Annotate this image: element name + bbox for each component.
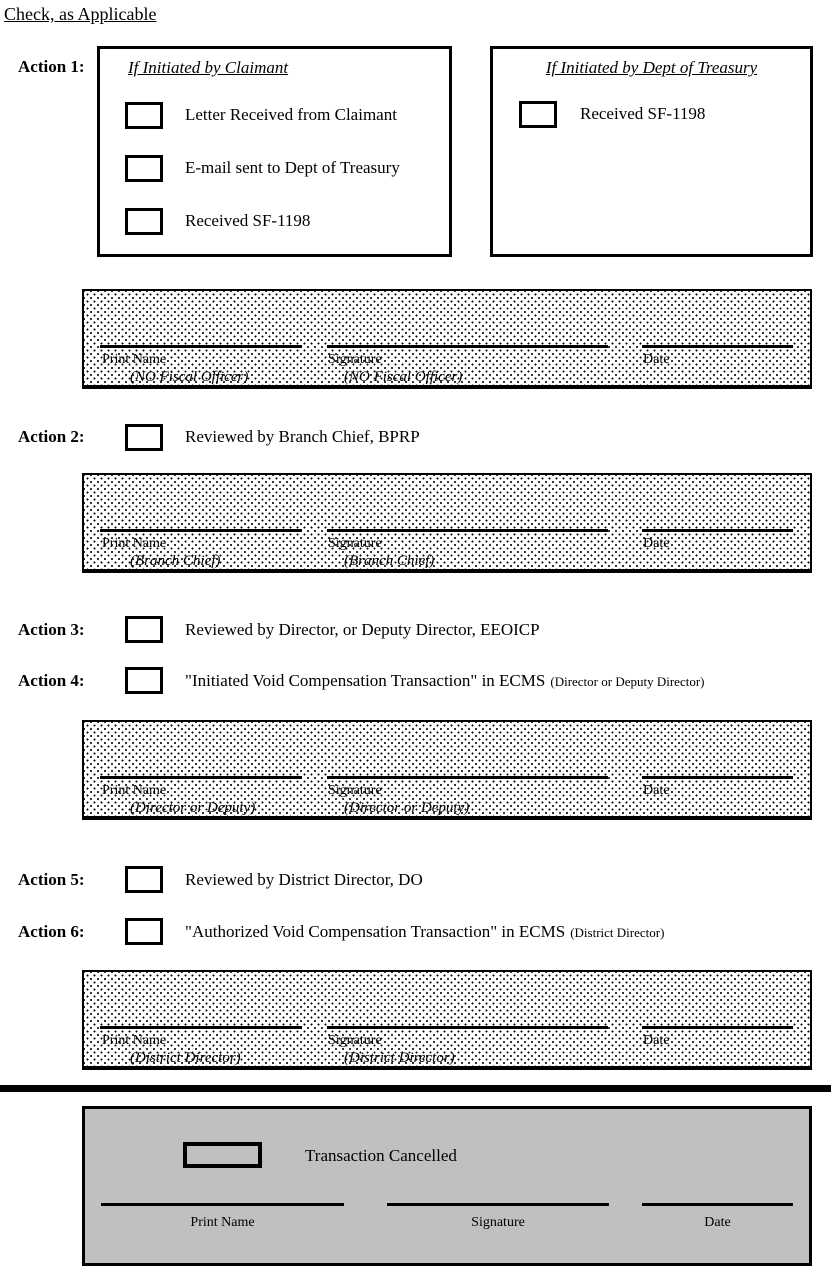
- checkbox-transaction-cancelled[interactable]: [183, 1142, 262, 1168]
- action4-label: Action 4:: [18, 671, 85, 690]
- signature-label: Signature: [328, 352, 382, 367]
- date-line: [642, 776, 793, 779]
- treasury-box: [490, 46, 813, 257]
- signature-role: (District Director): [344, 1050, 455, 1066]
- date-line: [642, 529, 793, 532]
- signature-block-branch-chief: [82, 473, 812, 573]
- action2-label: Action 2:: [18, 427, 85, 446]
- signature-role: (NO Fiscal Officer): [344, 369, 463, 385]
- signature-label: Signature: [328, 1033, 382, 1048]
- print-name-role: (NO Fiscal Officer): [130, 369, 249, 385]
- date-line: [642, 345, 793, 348]
- signature-line: [327, 776, 608, 779]
- action5-label: Action 5:: [18, 870, 85, 889]
- page-title: Check, as Applicable: [4, 4, 157, 24]
- print-name-label: Print Name: [102, 783, 167, 798]
- print-name-line: [100, 529, 302, 532]
- print-name-line: [100, 776, 302, 779]
- action6-label: Action 6:: [18, 922, 85, 941]
- signature-role: (Branch Chief): [344, 553, 435, 569]
- claimant-box: [97, 46, 452, 257]
- print-name-label: Print Name: [190, 1215, 255, 1230]
- checkbox-action5[interactable]: [125, 866, 163, 893]
- print-name-line: [101, 1203, 344, 1206]
- signature-line: [327, 529, 608, 532]
- checkbox-email-sent[interactable]: [125, 155, 163, 182]
- print-name-role: (Director or Deputy): [130, 800, 256, 816]
- checkbox-received-sf1198-claimant[interactable]: [125, 208, 163, 235]
- signature-block-fiscal-officer: [82, 289, 812, 389]
- signature-line: [387, 1203, 609, 1206]
- print-name-label: Print Name: [102, 352, 167, 367]
- action5-text: Reviewed by District Director, DO: [185, 870, 423, 889]
- checkbox-action6[interactable]: [125, 918, 163, 945]
- date-line: [642, 1203, 793, 1206]
- claimant-item-label: Received SF-1198: [185, 211, 311, 230]
- print-name-role: (District Director): [130, 1050, 241, 1066]
- signature-label: Signature: [471, 1215, 525, 1230]
- print-name-role: (Branch Chief): [130, 553, 221, 569]
- date-label: Date: [643, 352, 670, 367]
- print-name-label: Print Name: [102, 536, 167, 551]
- date-label: Date: [643, 536, 670, 551]
- print-name-line: [100, 345, 302, 348]
- checkbox-letter-received[interactable]: [125, 102, 163, 129]
- signature-label: Signature: [328, 536, 382, 551]
- signature-block-director-deputy: [82, 720, 812, 820]
- claimant-item-label: Letter Received from Claimant: [185, 105, 397, 124]
- signature-line: [327, 345, 608, 348]
- print-name-label: Print Name: [102, 1033, 167, 1048]
- action4-text: "Initiated Void Compensation Transaction" in ECMS (Director or Deputy Director): [185, 671, 705, 690]
- claimant-box-title: If Initiated by Claimant: [128, 58, 289, 77]
- action6-text: "Authorized Void Compensation Transaction" in ECMS (District Director): [185, 922, 665, 941]
- claimant-item-label: E-mail sent to Dept of Treasury: [185, 158, 400, 177]
- action3-text: Reviewed by Director, or Deputy Director, EEOICP: [185, 620, 540, 639]
- action2-text: Reviewed by Branch Chief, BPRP: [185, 427, 420, 446]
- date-line: [642, 1026, 793, 1029]
- action3-label: Action 3:: [18, 620, 85, 639]
- action6-note: (District Director): [570, 925, 665, 940]
- signature-block-district-director: [82, 970, 812, 1070]
- signature-label: Signature: [328, 783, 382, 798]
- transaction-cancelled-section: [82, 1106, 812, 1266]
- signature-role: (Director or Deputy): [344, 800, 470, 816]
- treasury-item-label: Received SF-1198: [580, 104, 706, 123]
- print-name-line: [100, 1026, 302, 1029]
- date-label: Date: [643, 783, 670, 798]
- signature-line: [327, 1026, 608, 1029]
- treasury-box-title: If Initiated by Dept of Treasury: [545, 58, 758, 77]
- date-label: Date: [643, 1033, 670, 1048]
- checkbox-action4[interactable]: [125, 667, 163, 694]
- checkbox-action2[interactable]: [125, 424, 163, 451]
- action1-label: Action 1:: [18, 57, 85, 76]
- transaction-cancelled-label: Transaction Cancelled: [305, 1146, 457, 1165]
- date-label: Date: [704, 1215, 731, 1230]
- section-divider: [0, 1085, 831, 1092]
- checkbox-received-sf1198-treasury[interactable]: [519, 101, 557, 128]
- checkbox-action3[interactable]: [125, 616, 163, 643]
- action4-note: (Director or Deputy Director): [550, 674, 705, 689]
